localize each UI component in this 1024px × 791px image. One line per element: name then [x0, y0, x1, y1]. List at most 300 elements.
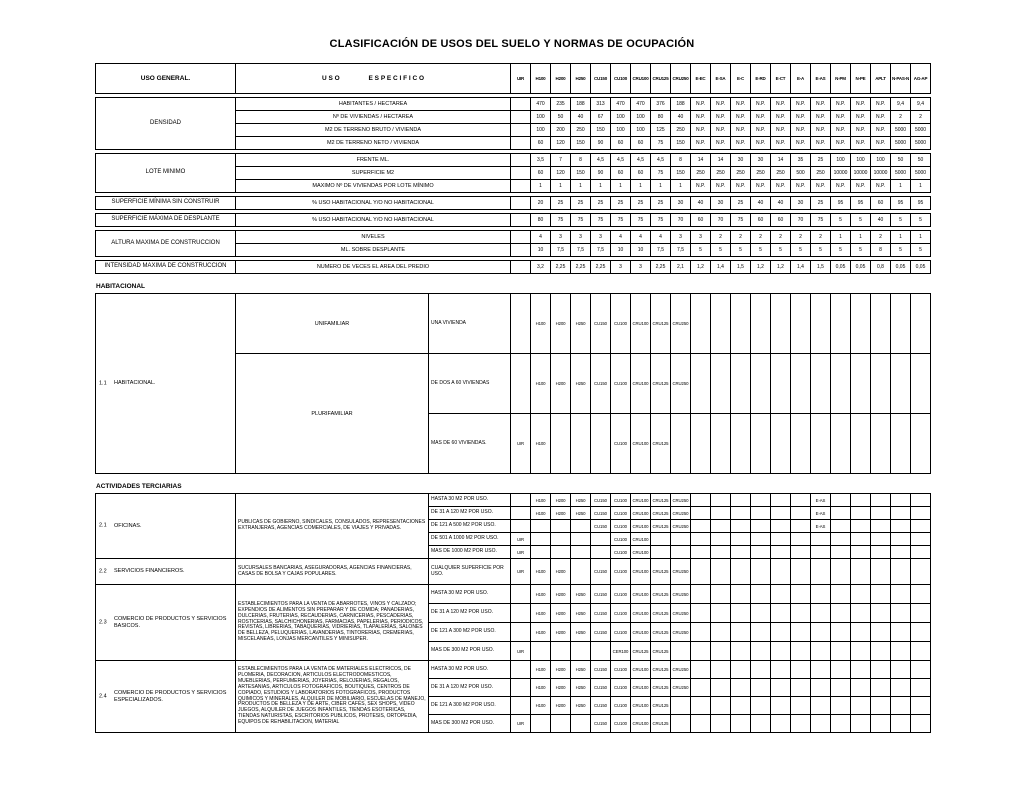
band-label: HABITACIONAL: [96, 283, 145, 290]
zone-cell: 5: [851, 244, 871, 257]
general-use-label: [96, 585, 236, 661]
zone-cell: CRU100: [631, 559, 651, 585]
zone-cell: CRU100: [631, 661, 651, 679]
zone-cell: 0,05: [891, 261, 911, 274]
zone-cell: [871, 533, 891, 546]
zone-cell: [711, 623, 731, 642]
zone-cell: [651, 533, 671, 546]
zone-header: E-AS: [811, 64, 831, 94]
zone-cell: 80: [531, 214, 551, 227]
zone-cell: [851, 559, 871, 585]
zone-cell: CU100: [611, 679, 631, 697]
zone-cell: N.P.: [711, 180, 731, 193]
zone-cell: 0,05: [851, 261, 871, 274]
zone-cell: 2: [811, 231, 831, 244]
zone-cell: CU150: [591, 715, 611, 733]
zone-cell: [851, 546, 871, 559]
use-name: COMERCIO DE PRODUCTOS Y SERVICIOS ESPECIALIZADOS.: [114, 689, 227, 703]
zone-cell: [731, 414, 751, 474]
norm-row-label: % USO HABITACIONAL Y/O NO HABITACIONAL: [236, 197, 511, 210]
zone-cell: 70: [711, 214, 731, 227]
zone-cell: [911, 354, 931, 414]
uso-general-header: USO GENERAL.: [96, 64, 236, 94]
use-size-label: HASTA 30 M2 POR USO.: [429, 661, 511, 679]
zone-cell: [811, 715, 831, 733]
zone-cell: [551, 546, 571, 559]
land-use-table-sheet: [95, 63, 931, 733]
zone-cell: H250: [571, 604, 591, 623]
zone-cell: [691, 494, 711, 507]
use-description: ESTABLECIMIENTOS PARA LA VENTA DE ABARROTES, VINOS Y CALZADO; EXPENDIOS DE ALIMENTOS SIN PREPARAR Y DE COMIDA; PANADERIAS, DULCERIAS, FRUTERIAS, RECAUDERIAS, CARNICERIAS, PESCADERIAS, ROSTICERIAS, SALCHICHONERIAS, FARMACIAS, PAPELERIAS, PERIODICOS, REVISTAS, LIBRERIAS, TABAQUERIAS, VIDRIERIAS, TLAPALERIAS, SALONES DE BELLEZA, PELUQUERIAS, LAVANDERIAS, TINTORERIAS, CREMERIAS, MISCELANEAS, LONJAS MERCANTILES Y MINISUPER.: [236, 585, 429, 661]
zone-cell: 14: [771, 154, 791, 167]
norm-row-label: SUPERFICIE M2: [236, 167, 511, 180]
zone-cell: [591, 533, 611, 546]
zone-cell: N.P.: [711, 124, 731, 137]
zone-cell: 5: [851, 214, 871, 227]
zone-cell: [751, 559, 771, 585]
zone-cell: 5: [831, 244, 851, 257]
zone-cell: N.P.: [691, 98, 711, 111]
zone-cell: [691, 585, 711, 604]
zone-cell: [831, 679, 851, 697]
zone-cell: 25: [731, 197, 751, 210]
zone-cell: N.P.: [811, 137, 831, 150]
zone-cell: [531, 715, 551, 733]
zone-cell: [691, 294, 711, 354]
zone-cell: 7,5: [671, 244, 691, 257]
zone-cell: 188: [571, 98, 591, 111]
zone-cell: CRU250: [671, 494, 691, 507]
zone-cell: [871, 642, 891, 661]
zone-cell: UIR: [511, 559, 531, 585]
zone-cell: CU100: [611, 354, 631, 414]
zone-cell: [871, 414, 891, 474]
zone-cell: 70: [671, 214, 691, 227]
zone-cell: CRU250: [671, 559, 691, 585]
zone-cell: [771, 294, 791, 354]
zone-cell: 2,25: [651, 261, 671, 274]
zone-cell: [851, 623, 871, 642]
zone-cell: 3: [571, 231, 591, 244]
zone-cell: [811, 294, 831, 354]
zone-cell: [811, 559, 831, 585]
zone-cell: 60: [611, 167, 631, 180]
zone-cell: UIR: [511, 533, 531, 546]
zone-cell: 1,4: [711, 261, 731, 274]
zone-header: UIR: [511, 64, 531, 94]
zone-cell: [751, 715, 771, 733]
zone-cell: [511, 604, 531, 623]
zone-cell: [911, 585, 931, 604]
zone-cell: [911, 494, 931, 507]
zone-cell: 75: [811, 214, 831, 227]
zone-cell: H200: [551, 623, 571, 642]
norm-section-table: [95, 230, 931, 257]
zone-cell: N.P.: [851, 124, 871, 137]
zone-cell: [551, 642, 571, 661]
norm-row-label: HABITANTES / HECTAREA: [236, 98, 511, 111]
zone-cell: 2: [731, 231, 751, 244]
zone-cell: UIR: [511, 715, 531, 733]
use-size-label: DE 31 A 120 M2 POR USO.: [429, 679, 511, 697]
zone-cell: [671, 546, 691, 559]
use-description: ESTABLECIMIENTOS PARA LA VENTA DE MATERIALES ELECTRICOS, DE PLOMERIA, DECORACION, ARTICULOS ELECTRODOMESTICOS, MUEBLERIAS, PERFUMERIAS, JOYERIAS, RELOJERIAS, REGALOS, ARTESANIAS, ARTICULOS FOTOGRAFICOS, BOUTIQUES, CENTROS DE COPIADO, ESTUDIOS Y LABORATORIOS FOTOGRAFICOS, PRODUCTOS QUIMICOS Y MINERALES, ALQUILER DE MOBILIARIO, ESCUELAS DE MANEJO, PRODUCTOS DE BELLEZA Y DE ARTE, CIBER CAFÉS, SEX SHOPS, VIDEO JUEGOS, ALQUILER DE JUEGOS INFANTILES, TIENDAS ESOTERICAS, TIENDAS NATURISTAS, ESCRITORIOS PUBLICOS, PROTESIS, ORTOPEDIA, EQUIPOS DE REHABILITACION, MATERIAL: [236, 661, 429, 733]
zone-cell: CU100: [611, 414, 631, 474]
zone-cell: [691, 533, 711, 546]
zone-cell: [891, 623, 911, 642]
zone-cell: H100: [531, 604, 551, 623]
use-description: SUCURSALES BANCARIAS, ASEGURADORAS, AGENCIAS FINANCIERAS, CASAS DE BOLSA Y CAJAS POPULARES.: [236, 559, 429, 585]
zone-cell: 4: [631, 231, 651, 244]
zone-cell: [531, 642, 551, 661]
zone-cell: CU150: [591, 559, 611, 585]
use-name: OFICINAS.: [114, 522, 142, 529]
zone-cell: CRU100: [631, 604, 651, 623]
zone-cell: [571, 715, 591, 733]
zone-cell: [871, 520, 891, 533]
zone-header: CRU100: [631, 64, 651, 94]
zone-cell: [771, 642, 791, 661]
zone-cell: 4: [651, 231, 671, 244]
zone-cell: N.P.: [771, 98, 791, 111]
zone-cell: H100: [531, 354, 551, 414]
zone-cell: CU150: [591, 354, 611, 414]
zone-cell: H100: [531, 585, 551, 604]
zone-cell: 7,5: [571, 244, 591, 257]
zone-cell: [731, 494, 751, 507]
zone-cell: 50: [891, 154, 911, 167]
zone-cell: E-AS: [811, 494, 831, 507]
zone-cell: N.P.: [791, 180, 811, 193]
zone-cell: [751, 679, 771, 697]
zone-cell: 75: [591, 214, 611, 227]
zone-cell: [791, 559, 811, 585]
zone-cell: [511, 214, 531, 227]
zone-header: H250: [571, 64, 591, 94]
zone-cell: N.P.: [751, 180, 771, 193]
zone-cell: 3: [671, 231, 691, 244]
zone-cell: [911, 623, 931, 642]
zone-cell: 8: [671, 154, 691, 167]
zone-cell: N.P.: [831, 124, 851, 137]
zone-cell: [511, 244, 531, 257]
zone-cell: [891, 585, 911, 604]
zone-cell: 40: [671, 111, 691, 124]
zone-cell: 0,05: [831, 261, 851, 274]
zone-cell: 250: [691, 167, 711, 180]
zone-cell: [711, 679, 731, 697]
zone-cell: 70: [791, 214, 811, 227]
zone-cell: 120: [551, 137, 571, 150]
zone-cell: 0,8: [871, 261, 891, 274]
zone-cell: [871, 294, 891, 354]
zone-cell: CU150: [591, 661, 611, 679]
zone-cell: 2: [711, 231, 731, 244]
zone-header: N-PAS-N: [891, 64, 911, 94]
zone-cell: [511, 661, 531, 679]
norm-section-label: INTENSIDAD MAXIMA DE CONSTRUCCION: [96, 261, 236, 274]
zone-cell: [911, 546, 931, 559]
zone-cell: CRU100: [631, 507, 651, 520]
zone-cell: N.P.: [811, 111, 831, 124]
zone-cell: [691, 697, 711, 715]
use-name: COMERCIO DE PRODUCTOS Y SERVICIOS BASICOS.: [114, 615, 227, 629]
zone-cell: 1: [591, 180, 611, 193]
zone-cell: H100: [531, 494, 551, 507]
zone-cell: N.P.: [691, 124, 711, 137]
zone-cell: [711, 414, 731, 474]
zone-cell: [691, 661, 711, 679]
zone-cell: 3: [551, 231, 571, 244]
zone-cell: [831, 642, 851, 661]
use-size-label: DE 121 A 300 M2 POR USO.: [429, 697, 511, 715]
zone-cell: [591, 546, 611, 559]
zone-cell: [711, 604, 731, 623]
zone-cell: 5000: [891, 167, 911, 180]
zone-cell: [911, 520, 931, 533]
zone-cell: [671, 642, 691, 661]
zone-cell: CRU125: [651, 494, 671, 507]
zone-header: E-RD: [751, 64, 771, 94]
zone-cell: 5: [751, 244, 771, 257]
norm-row: [96, 231, 931, 244]
zone-cell: [791, 414, 811, 474]
zone-cell: [731, 697, 751, 715]
zone-cell: CRU125: [651, 559, 671, 585]
zone-cell: [791, 623, 811, 642]
zone-cell: 5000: [891, 124, 911, 137]
zone-cell: CRU125: [651, 507, 671, 520]
zone-cell: 30: [751, 154, 771, 167]
zone-cell: 3,5: [531, 154, 551, 167]
zone-cell: N.P.: [871, 137, 891, 150]
zone-cell: H100: [531, 294, 551, 354]
zone-cell: CU100: [611, 559, 631, 585]
use-block-2.2: [95, 558, 931, 585]
zone-cell: 5000: [911, 167, 931, 180]
zone-cell: CRU100: [631, 414, 651, 474]
zone-cell: [751, 697, 771, 715]
zone-cell: N.P.: [711, 137, 731, 150]
zone-cell: 4,5: [591, 154, 611, 167]
zone-cell: CRU125: [651, 520, 671, 533]
zone-cell: [771, 414, 791, 474]
zone-cell: 5000: [911, 137, 931, 150]
zone-cell: [891, 414, 911, 474]
zone-header: E-EC: [691, 64, 711, 94]
zone-cell: 1,5: [811, 261, 831, 274]
zone-cell: 75: [651, 167, 671, 180]
zone-cell: [811, 697, 831, 715]
zone-cell: 2: [771, 231, 791, 244]
use-block-2.1: [95, 493, 931, 559]
zone-cell: [751, 585, 771, 604]
zone-cell: 40: [691, 197, 711, 210]
use-size-label: DE 121 A 300 M2 POR USO.: [429, 623, 511, 642]
zone-cell: H100: [531, 559, 551, 585]
zone-cell: CRU100: [631, 520, 651, 533]
zone-cell: CRU125: [651, 715, 671, 733]
use-size-label: UNA VIVIENDA: [429, 294, 511, 354]
zone-cell: 250: [751, 167, 771, 180]
zone-cell: [531, 520, 551, 533]
zone-cell: 60: [771, 214, 791, 227]
zone-header: E-A: [791, 64, 811, 94]
zone-cell: [731, 642, 751, 661]
zone-cell: [731, 585, 751, 604]
zone-cell: 3,2: [531, 261, 551, 274]
zone-cell: 2: [911, 111, 931, 124]
zone-cell: 10000: [871, 167, 891, 180]
zone-cell: N.P.: [771, 137, 791, 150]
zone-cell: [771, 507, 791, 520]
zone-cell: [751, 623, 771, 642]
zone-cell: 25: [811, 197, 831, 210]
zone-cell: [511, 197, 531, 210]
zone-cell: [711, 507, 731, 520]
zone-cell: [911, 414, 931, 474]
zone-cell: [811, 679, 831, 697]
zone-cell: 470: [611, 98, 631, 111]
zone-cell: [911, 507, 931, 520]
zone-cell: 5: [911, 214, 931, 227]
zone-cell: N.P.: [731, 180, 751, 193]
zone-cell: H250: [571, 697, 591, 715]
zone-cell: H100: [531, 679, 551, 697]
zone-cell: H250: [571, 585, 591, 604]
zone-cell: 2,1: [671, 261, 691, 274]
zone-cell: H100: [531, 697, 551, 715]
zone-cell: 4,5: [611, 154, 631, 167]
zone-cell: [791, 715, 811, 733]
zone-cell: [511, 261, 531, 274]
zone-cell: [891, 679, 911, 697]
zone-cell: CU100: [611, 585, 631, 604]
use-size-label: CUALQUIER SUPERFICIE POR USO.: [429, 559, 511, 585]
zone-cell: [871, 546, 891, 559]
use-block-2.3: [95, 584, 931, 661]
zone-cell: [511, 520, 531, 533]
zone-cell: [731, 533, 751, 546]
zone-cell: CU100: [611, 294, 631, 354]
zone-cell: 25: [651, 197, 671, 210]
zone-cell: 188: [671, 98, 691, 111]
zone-cell: [771, 623, 791, 642]
zone-header: CRU250: [671, 64, 691, 94]
zone-cell: [851, 585, 871, 604]
zone-cell: 8: [871, 244, 891, 257]
use-row: [96, 559, 931, 585]
zone-cell: [871, 585, 891, 604]
norm-row-label: M2 DE TERRENO BRUTO / VIVIENDA: [236, 124, 511, 137]
zone-cell: [831, 494, 851, 507]
zone-cell: [851, 494, 871, 507]
use-row: [96, 494, 931, 507]
zone-cell: [511, 507, 531, 520]
zone-cell: 9,4: [891, 98, 911, 111]
zone-cell: [871, 507, 891, 520]
zone-cell: N.P.: [731, 98, 751, 111]
zone-cell: [511, 354, 531, 414]
zone-cell: [831, 559, 851, 585]
norm-row: [96, 154, 931, 167]
zone-cell: [791, 546, 811, 559]
zone-cell: 1,2: [691, 261, 711, 274]
zone-header: N-PM: [831, 64, 851, 94]
general-use-label: [96, 494, 236, 559]
zone-cell: [511, 180, 531, 193]
zone-cell: H250: [571, 507, 591, 520]
zone-cell: 4: [531, 231, 551, 244]
zone-cell: [891, 533, 911, 546]
zone-cell: [871, 715, 891, 733]
zone-cell: 120: [551, 167, 571, 180]
zone-cell: [791, 697, 811, 715]
zone-cell: N.P.: [871, 111, 891, 124]
zone-cell: N.P.: [791, 137, 811, 150]
zone-cell: 1: [551, 180, 571, 193]
zone-cell: [851, 414, 871, 474]
zone-cell: 30: [711, 197, 731, 210]
norm-row-label: M2 DE TERRENO NETO / VIVIENDA: [236, 137, 511, 150]
zone-cell: N.P.: [831, 111, 851, 124]
zone-cell: CU100: [611, 546, 631, 559]
zone-cell: CRU100: [631, 533, 651, 546]
zone-cell: [891, 559, 911, 585]
zone-cell: [831, 697, 851, 715]
zone-cell: [791, 604, 811, 623]
zone-cell: 5: [711, 244, 731, 257]
zone-cell: 5: [831, 214, 851, 227]
zone-cell: [671, 697, 691, 715]
zone-cell: [871, 494, 891, 507]
zone-cell: [511, 623, 531, 642]
norm-section-table: [95, 153, 931, 193]
zone-cell: [731, 294, 751, 354]
zone-cell: [831, 623, 851, 642]
zone-cell: [791, 507, 811, 520]
zone-cell: 25: [551, 197, 571, 210]
zone-cell: CRU125: [651, 697, 671, 715]
zone-cell: [871, 697, 891, 715]
zone-cell: [571, 533, 591, 546]
zone-cell: 2: [791, 231, 811, 244]
zone-cell: 250: [811, 167, 831, 180]
zone-cell: [711, 520, 731, 533]
zone-cell: H200: [551, 507, 571, 520]
zone-cell: H100: [531, 623, 551, 642]
zone-cell: [691, 623, 711, 642]
zone-cell: [851, 520, 871, 533]
zone-cell: [591, 642, 611, 661]
use-row: [96, 294, 931, 354]
general-use-label: [96, 661, 236, 733]
zone-cell: [851, 507, 871, 520]
zone-cell: N.P.: [831, 137, 851, 150]
zone-cell: N.P.: [691, 180, 711, 193]
zone-cell: 1,5: [731, 261, 751, 274]
zone-cell: E-AS: [811, 520, 831, 533]
use-block-1.1: [95, 293, 931, 474]
zone-cell: 60: [611, 137, 631, 150]
use-size-label: DE 31 A 120 M2 POR USO.: [429, 604, 511, 623]
zone-cell: [751, 520, 771, 533]
zone-cell: 75: [651, 137, 671, 150]
zone-cell: [511, 697, 531, 715]
zone-cell: CRU125: [651, 642, 671, 661]
zone-cell: 470: [631, 98, 651, 111]
zone-cell: N.P.: [771, 111, 791, 124]
